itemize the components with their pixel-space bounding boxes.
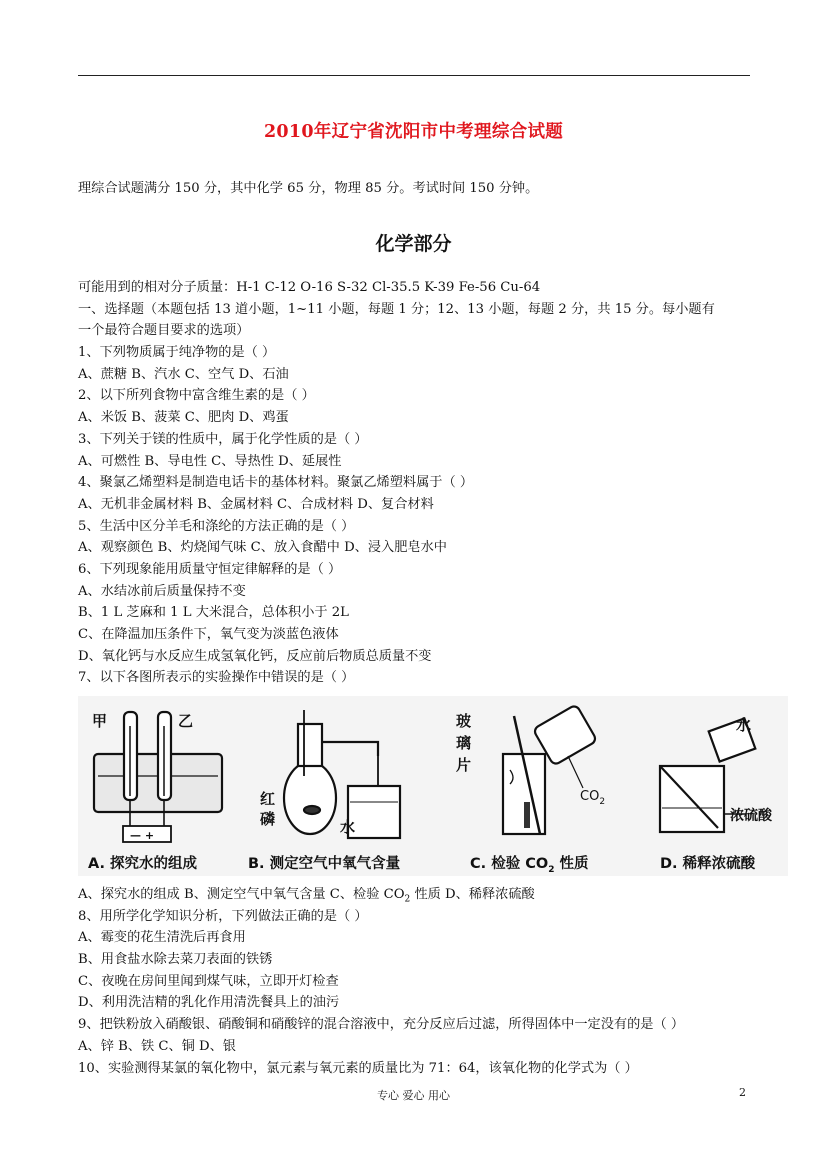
option-line: C、夜晚在房间里闻到煤气味，立即开灯检查 [78,973,339,989]
question-line: 5、生活中区分羊毛和涤纶的方法正确的是（ ） [78,518,355,534]
question-line: 4、聚氯乙烯塑料是制造电话卡的基体材料。聚氯乙烯塑料属于（ ） [78,475,474,491]
caption-a: A. 探究水的组成 [88,856,198,872]
label-glass-3: 片 [456,756,472,774]
option-line: A、观察颜色 B、灼烧闻气味 C、放入食醋中 D、浸入肥皂水中 [78,540,447,556]
instruction-line: 一、选择题（本题包括 13 道小题，1~11 小题，每题 1 分；12、13 小题，每题 2 分，共 15 分。每小题有 [78,301,715,317]
footer-text: 专心 爱心 用心 [377,1089,450,1102]
q7-options: A、探究水的组成 B、测定空气中氧气含量 C、检验 $CO_2$ 性质 D、稀释浓硫酸 [78,887,535,905]
label-red: 红 [260,790,276,808]
option-line: D、利用洗洁精的乳化作用清洗餐具上的油污 [78,995,340,1011]
option-line: A、锌 B、铁 C、铜 D、银 [78,1038,236,1054]
questions-part2 [78,884,758,1079]
atomic-masses: 可能用到的相对分子质量：H-1 C-12 O-16 S-32 Cl-35.5 K-39 Fe-56 Cu-64 [78,280,541,295]
label-water-d: 水 [736,716,752,734]
label-glass-2: 璃 [456,734,472,752]
page-title: 2010年辽宁省沈阳市中考理综合试题 [263,122,564,142]
label-jia: 甲 [92,712,108,730]
option-line: A、蔗糖 B、汽水 C、空气 D、石油 [78,366,289,382]
option-line: A、可燃性 B、导电性 C、导热性 D、延展性 [78,453,342,469]
battery-label: — + [130,829,155,842]
instruction-line: 一个最符合题目要求的选项） [78,323,250,339]
question-line: 2、以下所列食物中富含维生素的是（ ） [78,388,315,404]
option-line: A、无机非金属材料 B、金属材料 C、合成材料 D、复合材料 [78,496,434,512]
label-glass-1: 玻 [456,712,472,730]
label-co2: $CO_2$ [580,789,606,807]
caption-d: D. 稀释浓硫酸 [660,856,756,872]
option-line: A、米饭 B、菠菜 C、肥肉 D、鸡蛋 [78,410,289,426]
label-yi: 乙 [178,712,194,730]
option-line: A、水结冰前后质量保持不变 [78,583,246,599]
section-title: 化学部分 [375,233,452,255]
question-line: 8、用所学化学知识分析，下列做法正确的是（ ） [78,908,368,924]
caption-b: B. 测定空气中氧气含量 [248,856,401,872]
question-line: 10、实验测得某氯的氧化物中，氯元素与氧元素的质量比为 71：64，该氧化物的化学式为（ ） [78,1060,638,1076]
label-phosphorus: 磷 [260,810,276,828]
option-line: D、氧化钙与水反应生成氢氧化钙，反应前后物质总质量不变 [78,648,432,664]
question-line: 6、下列现象能用质量守恒定律解释的是（ ） [78,561,342,577]
question-line: 3、下列关于镁的性质中，属于化学性质的是（ ） [78,431,368,447]
question-line: 7、以下各图所表示的实验操作中错误的是（ ） [78,670,355,686]
question-line: 9、把铁粉放入硝酸银、硝酸铜和硝酸锌的混合溶液中，充分反应后过滤，所得固体中一定没有的是（ ） [78,1017,685,1033]
questions-part1 [78,277,758,689]
page-number: 2 [739,1086,746,1099]
caption-c: C. 检验 $CO_2$ 性质 [470,856,589,875]
label-water: 水 [340,818,356,836]
label-acid: 浓硫酸 [730,808,772,824]
experiment-figure [78,696,788,876]
option-line: C、在降温加压条件下，氧气变为淡蓝色液体 [78,627,339,642]
intro-text: 理综合试题满分 150 分，其中化学 65 分，物理 85 分。考试时间 150 分钟。 [78,181,539,196]
option-line: A、霉变的花生清洗后再食用 [78,930,246,946]
option-line: B、1 L 芝麻和 1 L 大米混合，总体积小于 2L [78,605,349,621]
question-line: 1、下列物质属于纯净物的是（ ） [78,345,276,361]
option-line: B、用食盐水除去菜刀表面的铁锈 [78,952,273,968]
header-rule [78,75,750,76]
